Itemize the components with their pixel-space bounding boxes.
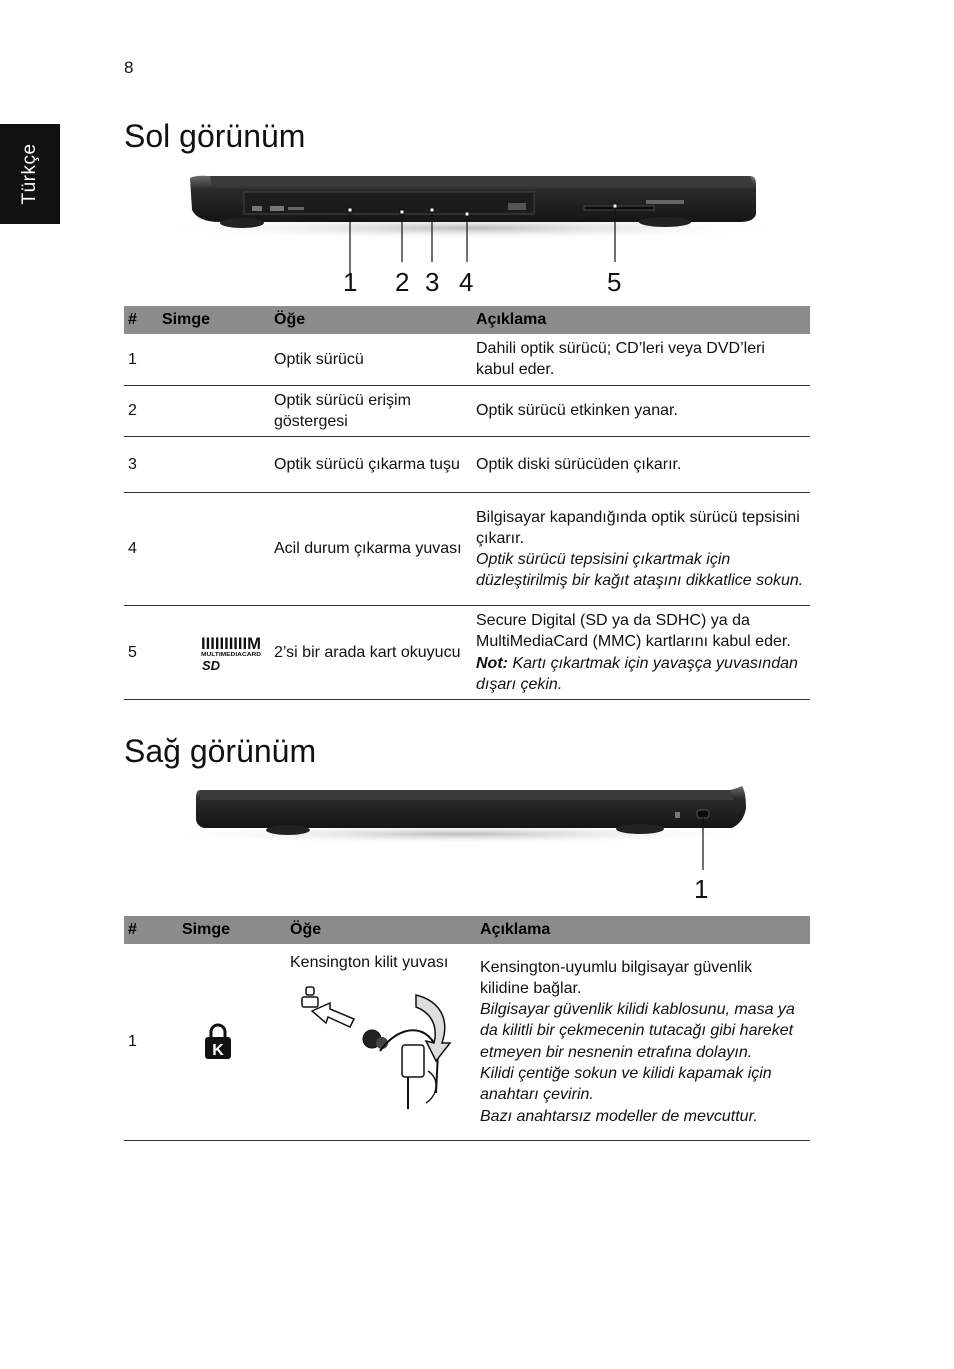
row-icon [174,944,286,1140]
header-icon: Simge [158,306,270,334]
header-desc: Açıklama [476,916,810,944]
row-num: 3 [124,437,158,493]
row-num: 4 [124,493,158,606]
callout-4: 4 [459,267,474,297]
language-tab-label: Türkçe [19,143,40,205]
callout-3: 3 [425,267,440,297]
row-num: 5 [124,606,158,700]
laptop-left-side-illustration [150,170,790,300]
page-number: 8 [124,58,134,77]
table-row [124,437,810,493]
callout-5: 5 [607,267,622,297]
note-label: Not: [476,654,508,672]
row-item: Optik sürücü erişim göstergesi [270,385,472,437]
table-row [124,606,810,700]
header-num: # [124,916,174,944]
row-icon [158,437,270,493]
left-view-table [124,306,810,700]
row-item: Optik sürücü [270,334,472,385]
header-desc: Açıklama [472,306,810,334]
header-item: Öğe [270,306,472,334]
row-num: 1 [124,944,174,1140]
row-num: 2 [124,385,158,437]
right-view-title: Sağ görünüm [124,733,317,769]
row-item: 2’si bir arada kart okuyucu [270,606,472,700]
row-desc [472,493,810,606]
row-desc-italic: Optik sürücü tepsisini çıkartmak için düzleştirilmiş bir kağıt ataşını dikkatlice sokun. [476,551,804,590]
row-icon [158,334,270,385]
note-text: Kartı çıkartmak için yavaşça yuvasından dışarı çekin. [476,654,798,693]
row-item-text: Kensington kilit yuvası [290,954,449,971]
sd-logo-text: SD [202,657,221,673]
table-header-row [124,306,810,334]
row-desc-italic-2: Kilidi çentiğe sokun ve kilidi kapamak için anahtarı çevirin. [480,1065,772,1104]
row-icon [158,606,270,700]
row-desc-text: Secure Digital (SD ya da SDHC) ya da MultiMediaCard (MMC) kartlarını kabul eder. [476,612,791,651]
row-desc: Dahili optik sürücü; CD’leri veya DVD’leri kabul eder. [472,334,810,385]
row-icon [158,493,270,606]
table-header-row [124,916,810,944]
row-item: Acil durum çıkarma yuvası [270,493,472,606]
row-icon [158,385,270,437]
row-note [476,653,804,696]
callout-1: 1 [343,267,358,297]
row-item [286,944,476,1140]
table-row [124,944,810,1140]
row-desc-italic-1: Bilgisayar güvenlik kilidi kablosunu, masa ya da kilitli bir çekmecenin tutacağı gibi hareket etmeyen bir nesnenin etrafına dolayın. [480,1001,795,1061]
row-desc [472,606,810,700]
row-desc [476,944,810,1140]
row-desc-text: Kensington-uyumlu bilgisayar güvenlik kilidine bağlar. [480,958,753,997]
sd-mmc-card-icon [200,633,264,673]
callout-1: 1 [694,874,709,902]
header-icon: Simge [174,916,286,944]
row-item: Optik sürücü çıkarma tuşu [270,437,472,493]
language-tab [0,124,60,224]
header-num: # [124,306,158,334]
right-view-table [124,916,810,1141]
mmc-logo-text: IIIIIIIIIIM [201,633,261,653]
row-desc-italic-3: Bazı anahtarsız modeller de mevcuttur. [480,1107,758,1125]
mmc-logo-subtext: MULTIMEDIACARD [201,651,262,658]
row-desc-text: Bilgisayar kapandığında optik sürücü tepsisini çıkarır. [476,508,800,547]
row-desc: Optik sürücü etkinken yanar. [472,385,810,437]
row-num: 1 [124,334,158,385]
table-row [124,385,810,437]
table-row [124,334,810,385]
left-view-title: Sol görünüm [124,118,306,154]
table-row [124,493,810,606]
kensington-lock-icon [203,1023,233,1061]
kensington-lock-illustration [290,983,460,1113]
callout-2: 2 [395,267,410,297]
kensington-letter: K [212,1041,224,1059]
row-desc: Optik diski sürücüden çıkarır. [472,437,810,493]
laptop-right-side-illustration [160,782,760,902]
header-item: Öğe [286,916,476,944]
